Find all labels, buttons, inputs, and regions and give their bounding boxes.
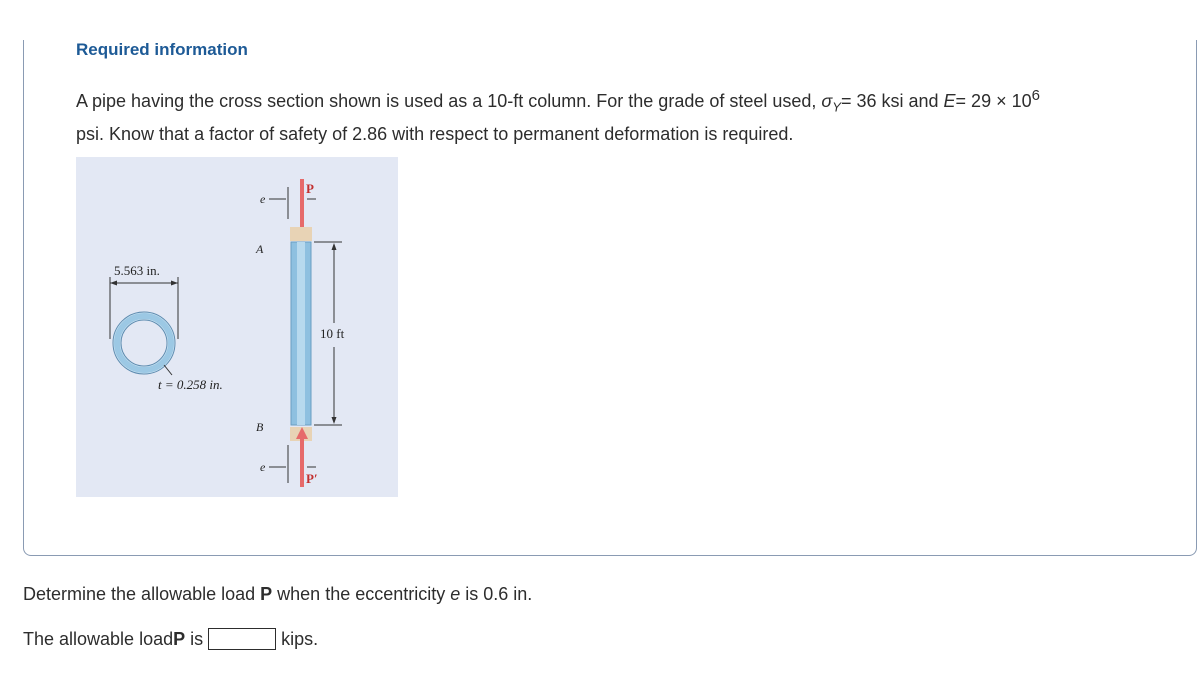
eccentricity-label-bottom: e xyxy=(260,460,266,474)
sigma-subscript: Y xyxy=(832,99,841,115)
thickness-leader xyxy=(164,365,172,375)
answer-prefix: The allowable load xyxy=(23,628,174,649)
question-bold-P: P xyxy=(260,584,273,604)
column-diagram xyxy=(76,157,398,497)
question-text-2: when the eccentricity xyxy=(272,584,451,604)
question-text-3: is 0.6 in. xyxy=(460,584,533,604)
thickness-label: t = 0.258 in. xyxy=(158,377,223,392)
answer-bold-P: P xyxy=(173,628,186,649)
answer-unit: kips. xyxy=(281,628,319,649)
exponent: 6 xyxy=(1031,87,1040,104)
statement-text-2: = 36 ksi and xyxy=(840,91,944,111)
question-prompt xyxy=(23,584,532,605)
length-label: 10 ft xyxy=(320,326,345,341)
end-label-A: A xyxy=(256,242,264,256)
pipe-inner-bore xyxy=(121,320,167,366)
modulus-symbol: E xyxy=(943,91,956,111)
statement-text-1: A pipe having the cross section shown is used as a 10-ft column. For the grade of steel used, xyxy=(76,91,822,111)
column-figure xyxy=(76,157,398,497)
problem-statement xyxy=(76,82,1186,148)
answer-is: is xyxy=(185,628,204,649)
end-label-B: B xyxy=(256,420,264,434)
question-text-1: Determine the allowable load xyxy=(23,584,261,604)
question-e-symbol: e xyxy=(450,584,461,604)
allowable-load-input[interactable] xyxy=(208,628,276,650)
load-label-P-prime: P′ xyxy=(306,471,318,486)
statement-text-4: psi. Know that a factor of safety of 2.86 with respect to permanent deformation is required. xyxy=(76,123,794,144)
eccentricity-label-top: e xyxy=(260,192,266,206)
sigma-symbol: σ xyxy=(821,91,833,111)
diameter-arrow-left xyxy=(110,281,117,286)
diameter-label: 5.563 in. xyxy=(114,263,160,278)
load-label-P: P xyxy=(306,181,314,196)
required-info-title: Required information xyxy=(76,40,248,59)
top-bearing-plate xyxy=(290,227,312,241)
length-arrow-bottom xyxy=(332,417,337,424)
length-arrow-top xyxy=(332,243,337,250)
answer-row xyxy=(23,628,318,650)
statement-text-3: = 29 × 10 xyxy=(955,91,1032,111)
diameter-arrow-right xyxy=(171,281,178,286)
pipe-column-highlight xyxy=(297,242,305,425)
